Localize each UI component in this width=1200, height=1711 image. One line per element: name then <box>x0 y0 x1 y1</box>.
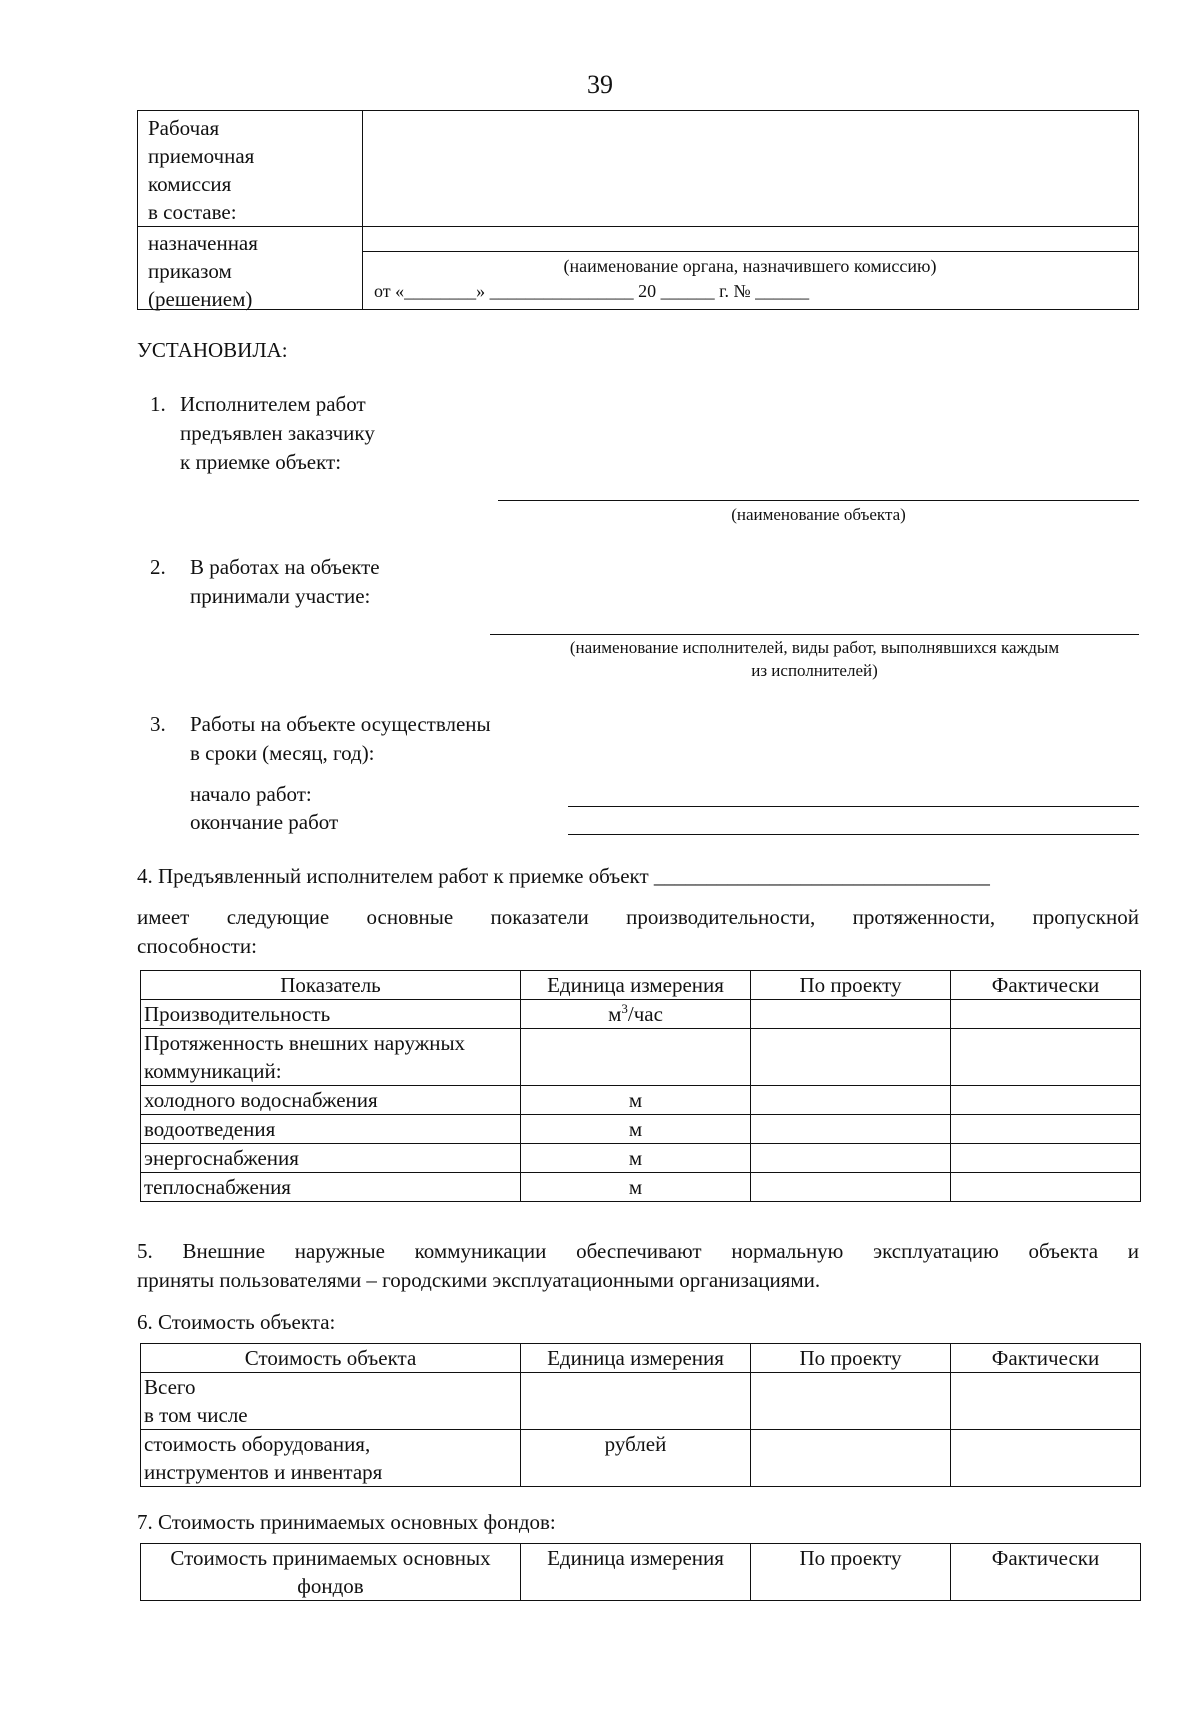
item3-number: 3. <box>150 712 166 736</box>
object-name-caption: (наименование объекта) <box>731 505 906 524</box>
unit-cell: м <box>521 1115 751 1144</box>
unit-cell <box>521 1029 751 1086</box>
actual-value-cell <box>951 1430 1141 1487</box>
table-row <box>141 1144 1141 1173</box>
table-row <box>141 1430 1141 1487</box>
unit-cell: м <box>521 1086 751 1115</box>
actual-value-cell <box>951 1144 1141 1173</box>
indicator-name: теплоснабжения <box>141 1173 521 1202</box>
indicator-name: холодного водоснабжения <box>141 1086 521 1115</box>
project-value-cell <box>751 1115 951 1144</box>
column-header: Показатель <box>141 971 521 1000</box>
project-value-cell <box>751 1144 951 1173</box>
indicator-name: Производительность <box>141 1000 521 1029</box>
actual-value-cell <box>951 1086 1141 1115</box>
project-value-cell <box>751 1430 951 1487</box>
table-row <box>141 1000 1141 1029</box>
item3-text: Работы на объекте осуществлены в сроки (месяц, год): <box>190 712 491 765</box>
item2-number: 2. <box>150 555 166 579</box>
end-label: окончание работ <box>190 810 339 834</box>
actual-value-cell <box>951 1029 1141 1086</box>
item5-text-2: приняты пользователями – городскими эксплуатационными организациями. <box>137 1268 821 1292</box>
table-row <box>141 1086 1141 1115</box>
end-date-underline <box>568 834 1139 835</box>
performers-underline <box>490 634 1139 635</box>
column-divider <box>362 111 363 309</box>
table-header-row <box>141 971 1141 1000</box>
performers-caption: (наименование исполнителей, виды работ, выполнявшихся каждым из исполнителей) <box>569 638 1060 680</box>
row-divider <box>138 226 1138 227</box>
column-header: Единица измерения <box>521 1344 751 1373</box>
org-name-underline <box>362 251 1138 252</box>
table-row <box>141 1173 1141 1202</box>
column-header: Стоимость объекта <box>141 1344 521 1373</box>
actual-value-cell <box>951 1373 1141 1430</box>
column-header: Фактически <box>951 971 1141 1000</box>
actual-value-cell <box>951 1173 1141 1202</box>
table-row <box>141 1029 1141 1086</box>
item4-text-2: способности: <box>137 934 257 958</box>
appointed-label: назначенная приказом (решением) <box>148 231 258 311</box>
unit-cell: рублей <box>521 1430 751 1487</box>
project-value-cell <box>751 1086 951 1115</box>
page-number: 39 <box>587 70 613 99</box>
column-header: Единица измерения <box>521 971 751 1000</box>
fixed-assets-table <box>140 1543 1141 1601</box>
column-header: Стоимость принимаемых основных фондов <box>141 1544 521 1601</box>
start-date-underline <box>568 806 1139 807</box>
start-label: начало работ: <box>190 782 312 806</box>
unit-cell: м <box>521 1173 751 1202</box>
object-name-underline <box>498 500 1139 501</box>
indicator-name: водоотведения <box>141 1115 521 1144</box>
unit-cell: $м^3$/час <box>521 1000 751 1029</box>
cost-name: Всего в том числе <box>141 1373 521 1430</box>
project-value-cell <box>751 1373 951 1430</box>
indicator-name: Протяженность внешних наружных коммуникаций: <box>141 1029 521 1086</box>
item1-text: Исполнителем работ предъявлен заказчику к приемке объект: <box>180 392 375 474</box>
order-date-line: от «________» ________________ 20 ______ г. № ______ <box>374 281 810 301</box>
indicator-name: энергоснабжения <box>141 1144 521 1173</box>
indicators-table <box>140 970 1141 1202</box>
actual-value-cell <box>951 1115 1141 1144</box>
project-value-cell <box>751 1029 951 1086</box>
unit-cell <box>521 1373 751 1430</box>
column-header: По проекту <box>751 971 951 1000</box>
table-row <box>141 1115 1141 1144</box>
org-caption: (наименование органа, назначившего комиссию) <box>563 256 937 276</box>
item1-number: 1. <box>150 392 166 416</box>
item2-text: В работах на объекте принимали участие: <box>190 555 380 608</box>
column-header: Фактически <box>951 1544 1141 1601</box>
column-header: По проекту <box>751 1544 951 1601</box>
actual-value-cell <box>951 1000 1141 1029</box>
item4-line: 4. Предъявленный исполнителем работ к приемке объект ________________________________ <box>137 864 990 888</box>
table-row <box>141 1373 1141 1430</box>
commission-header-table <box>137 110 1139 310</box>
table-header-row <box>141 1344 1141 1373</box>
project-value-cell <box>751 1173 951 1202</box>
item4-text-1: имеет следующие основные показатели производительности, протяженности, пропускной <box>137 905 1139 929</box>
cost-name: стоимость оборудования, инструментов и инвентаря <box>141 1430 521 1487</box>
column-header: По проекту <box>751 1344 951 1373</box>
commission-label: Рабочая приемочная комиссия в составе: <box>148 116 255 224</box>
item7-label: 7. Стоимость принимаемых основных фондов: <box>137 1510 556 1534</box>
column-header: Фактически <box>951 1344 1141 1373</box>
unit-cell: м <box>521 1144 751 1173</box>
project-value-cell <box>751 1000 951 1029</box>
item6-label: 6. Стоимость объекта: <box>137 1310 336 1334</box>
table-header-row <box>141 1544 1141 1601</box>
established-label: УСТАНОВИЛА: <box>137 338 288 362</box>
item5-text-1: 5. Внешние наружные коммуникации обеспечивают нормальную эксплуатацию объекта и <box>137 1239 1139 1263</box>
column-header: Единица измерения <box>521 1544 751 1601</box>
cost-table <box>140 1343 1141 1487</box>
